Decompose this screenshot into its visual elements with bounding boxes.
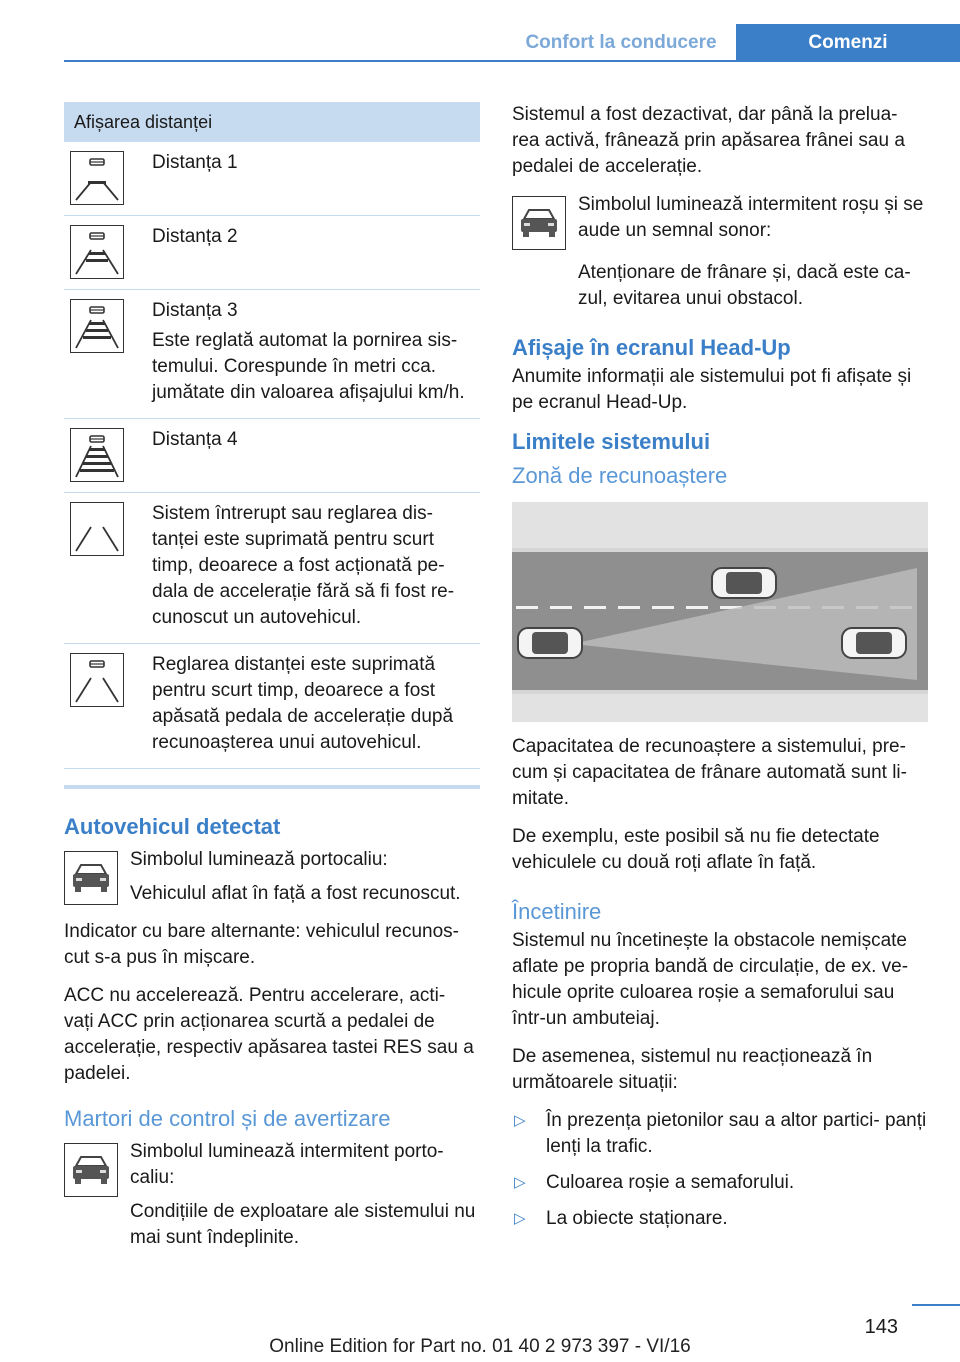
slowdown-heading: Încetinire <box>512 899 602 924</box>
distance-table <box>64 102 480 769</box>
distance-3-bars-icon <box>70 299 124 353</box>
paragraph: Sistemul nu încetinește la obstacole nemișcate aflate pe propria bandă de circulație, de ex. ve‐ hicule oprite culoarea roșie a semaforului sau într-un ambuteiaj. <box>512 930 909 1029</box>
limits-heading: Limitele sistemului <box>512 429 711 454</box>
table-row <box>64 493 480 644</box>
page-header <box>0 0 960 62</box>
list-item: ▷ Culoarea roșie a semaforului. <box>512 1170 928 1196</box>
distance-4-bars-icon <box>70 428 124 482</box>
paragraph: Indicator cu bare alternante: vehiculul recunos‐ cut s-a pus în mișcare. <box>64 921 460 968</box>
table-row <box>64 142 480 216</box>
red-line-1: Simbolul luminează intermitent roșu și se aude un semnal sonor: <box>578 194 924 241</box>
section-title: Confort la conducere <box>525 32 717 53</box>
row-text: Sistem întrerupt sau reglarea dis‐ tanței este suprimată pentru scurt timp, deoarece a fost acționată pe‐ dala de accelerație fără să fi fost re‐ cunoscut un autovehicul. <box>152 503 455 628</box>
distance-table-header: Afișarea distanței <box>64 102 480 142</box>
row-text: Reglarea distanței este suprimată pentru scurt timp, deoarece a fost apăsată pedala de accelerație după recunoașterea unui autovehicul. <box>152 654 454 753</box>
paragraph: Sistemul a fost dezactivat, dar până la prelua‐ rea activă, frânează prin apăsarea frânei sau a pedalei de accelerație. <box>512 104 905 177</box>
car-same-lane <box>842 628 906 658</box>
paragraph: Anumite informații ale sistemului pot fi afișate și pe ecranul Head-Up. <box>512 366 912 413</box>
hud-heading: Afișaje în ecranul Head-Up <box>512 335 791 360</box>
header-rule <box>64 60 960 62</box>
interrupted-lane-icon <box>70 502 124 556</box>
vehicle-line-2: Vehiculul aflat în față a fost recunoscut. <box>130 883 461 904</box>
row-text: Distanța 1 <box>152 152 238 173</box>
list-item: ▷ La obiecte staționare. <box>512 1206 928 1232</box>
paragraph: ACC nu accelerează. Pentru accelerare, acti‐ vați ACC prin acționarea scurtă a pedalei de accelerație, respectiv apăsarea tastei RES sau a padelei. <box>64 985 474 1084</box>
warning-line-2: Condițiile de exploatare ale sistemului nu mai sunt îndeplinite. <box>130 1201 476 1248</box>
situation-list <box>512 1108 928 1232</box>
triangle-bullet-icon: ▷ <box>514 1112 526 1129</box>
table-row <box>64 290 480 419</box>
distance-2-bars-icon <box>70 225 124 279</box>
row-text: Este reglată automat la pornirea sis‐ temului. Corespunde în metri cca. jumătate din valoarea afișajului km/h. <box>152 330 465 403</box>
suppressed-distance-icon <box>70 653 124 707</box>
warning-line-1: Simbolul luminează intermitent porto‐ caliu: <box>130 1141 444 1188</box>
paragraph: De exemplu, este posibil să nu fie detectate vehiculele cu două roți aflate în față. <box>512 826 880 873</box>
footer-rule <box>912 1304 960 1306</box>
section-heading: Autovehicul detectat <box>64 814 281 839</box>
right-column <box>512 102 928 1242</box>
triangle-bullet-icon: ▷ <box>514 1210 526 1227</box>
warning-lights-section <box>64 1105 480 1251</box>
red-line-2: Atenționare de frânare și, dacă este ca‐ zul, evitarea unui obstacol. <box>578 262 911 309</box>
table-row <box>64 644 480 769</box>
row-text: Distanța 3 <box>152 300 238 321</box>
car-ahead <box>712 568 776 598</box>
vehicle-detected-section <box>64 813 480 1087</box>
list-item: ▷ În prezența pietonilor sau a altor partici‐ panți lenți la trafic. <box>514 1110 927 1157</box>
zone-heading: Zonă de recunoaștere <box>512 463 728 488</box>
table-row <box>64 419 480 493</box>
left-column <box>64 102 480 1251</box>
edition-line: Online Edition for Part no. 01 40 2 973 397 - VI/16 <box>269 1336 691 1357</box>
own-car <box>518 628 582 658</box>
table-end-rule <box>64 785 480 789</box>
triangle-bullet-icon: ▷ <box>514 1174 526 1191</box>
page-number: 143 <box>864 1316 898 1338</box>
table-row <box>64 216 480 290</box>
chapter-tab: Comenzi <box>736 24 960 60</box>
section-heading: Martori de control și de avertizare <box>64 1106 391 1131</box>
recognition-zone-illustration <box>512 502 928 722</box>
row-text: Distanța 2 <box>152 226 238 247</box>
paragraph: De asemenea, sistemul nu reacționează în următoarele situații: <box>512 1046 873 1093</box>
paragraph: Capacitatea de recunoaștere a sistemului, pre‐ cum și capacitatea de frânare automată sunt li‐ mitate. <box>512 736 907 809</box>
vehicle-warning-icon <box>64 1143 118 1197</box>
vehicle-red-warning-icon <box>512 196 566 250</box>
distance-1-bars-icon <box>70 151 124 205</box>
row-text: Distanța 4 <box>152 429 238 450</box>
vehicle-icon <box>64 851 118 905</box>
vehicle-line-1: Simbolul luminează portocaliu: <box>130 849 388 870</box>
